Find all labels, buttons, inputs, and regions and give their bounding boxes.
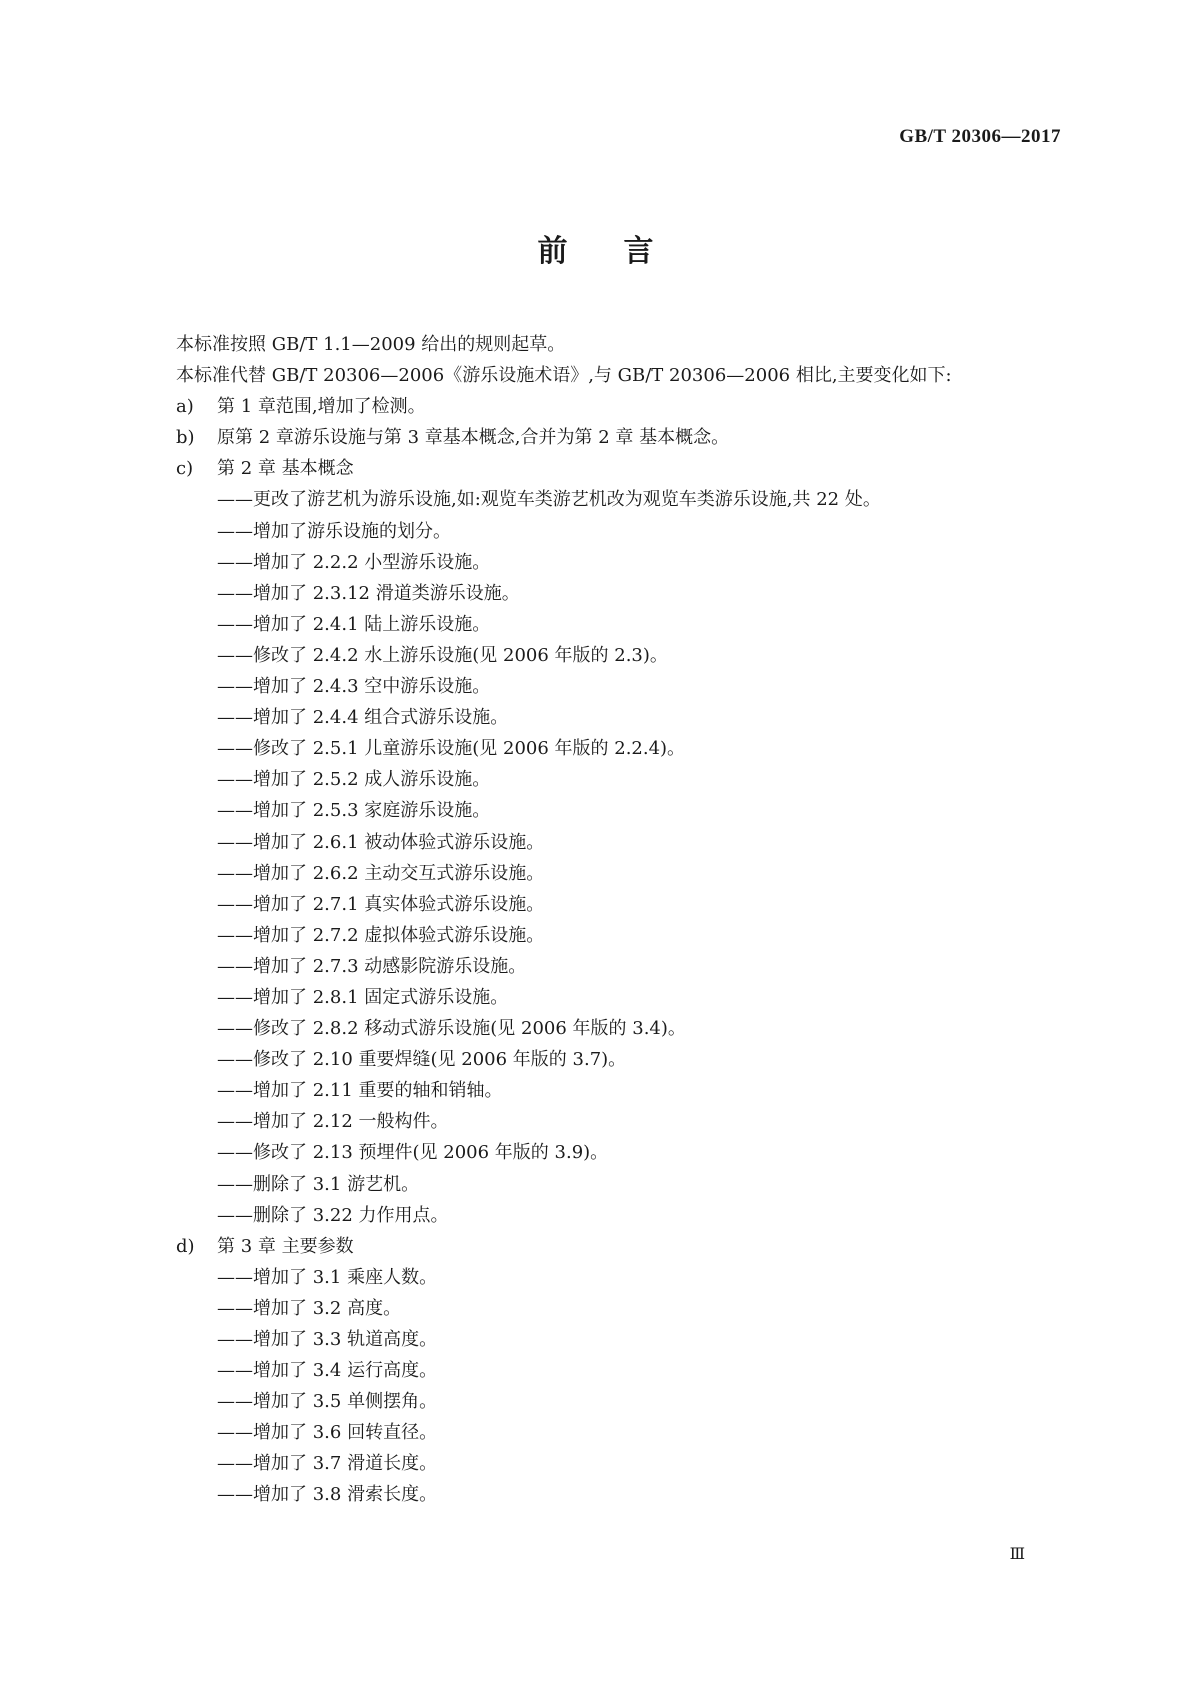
sub-item: ——增加了 2.2.2 小型游乐设施。 bbox=[217, 551, 491, 573]
list-item-d bbox=[176, 1231, 1056, 1262]
sub-item: ——增加了 2.3.12 滑道类游乐设施。 bbox=[217, 582, 520, 604]
sub-item: ——增加了 3.6 回转直径。 bbox=[217, 1422, 438, 1444]
sub-item: ——增加了 2.7.1 真实体验式游乐设施。 bbox=[217, 893, 545, 915]
list-item-text: 原第 2 章游乐设施与第 3 章基本概念,合并为第 2 章 基本概念。 bbox=[217, 427, 730, 449]
sub-item: ——增加了 2.5.3 家庭游乐设施。 bbox=[217, 800, 491, 822]
list-item-c bbox=[176, 453, 1056, 484]
sub-item: ——修改了 2.13 预埋件(见 2006 年版的 3.9)。 bbox=[217, 1142, 609, 1164]
intro-paragraph: 本标准按照 GB/T 1.1—2009 给出的规则起草。 bbox=[176, 334, 566, 355]
sub-item: ——删除了 3.1 游艺机。 bbox=[217, 1173, 420, 1195]
sub-item: ——增加了 2.4.3 空中游乐设施。 bbox=[217, 676, 491, 698]
intro-paragraph: 本标准代替 GB/T 20306—2006《游乐设施术语》,与 GB/T 20306—2006 相比,主要变化如下: bbox=[176, 365, 952, 387]
list-item-text: 第 2 章 基本概念 bbox=[217, 458, 354, 480]
list-item-text: 第 1 章范围,增加了检测。 bbox=[217, 396, 426, 418]
sub-item: ——增加了游乐设施的划分。 bbox=[217, 520, 451, 542]
sub-item: ——增加了 2.4.1 陆上游乐设施。 bbox=[217, 613, 491, 635]
sub-item: ——增加了 2.6.2 主动交互式游乐设施。 bbox=[217, 862, 545, 884]
page-number: Ⅲ bbox=[1009, 1546, 1025, 1563]
sub-item: ——增加了 3.3 轨道高度。 bbox=[217, 1329, 438, 1350]
sub-item: ——增加了 2.7.3 动感影院游乐设施。 bbox=[217, 955, 527, 977]
sub-item: ——增加了 3.1 乘座人数。 bbox=[217, 1266, 438, 1288]
sub-item: ——增加了 2.6.1 被动体验式游乐设施。 bbox=[217, 831, 545, 853]
list-marker: a) bbox=[176, 396, 194, 418]
sub-item: ——增加了 2.8.1 固定式游乐设施。 bbox=[217, 986, 509, 1008]
sub-item: ——增加了 2.5.2 成人游乐设施。 bbox=[217, 769, 491, 791]
sub-item: ——修改了 2.5.1 儿童游乐设施(见 2006 年版的 2.2.4)。 bbox=[217, 738, 686, 760]
sub-item: ——增加了 3.7 滑道长度。 bbox=[217, 1453, 438, 1475]
sub-item: ——增加了 3.5 单侧摆角。 bbox=[217, 1391, 438, 1413]
sub-item: ——增加了 3.4 运行高度。 bbox=[217, 1360, 438, 1382]
sub-item: ——修改了 2.8.2 移动式游乐设施(见 2006 年版的 3.4)。 bbox=[217, 1018, 686, 1040]
sub-item: ——增加了 2.4.4 组合式游乐设施。 bbox=[217, 707, 509, 729]
sub-item: ——增加了 3.2 高度。 bbox=[217, 1297, 402, 1319]
sub-item: ——增加了 2.7.2 虚拟体验式游乐设施。 bbox=[217, 924, 545, 946]
list-item-text: 第 3 章 主要参数 bbox=[217, 1235, 354, 1257]
list-item-a bbox=[176, 391, 1056, 422]
sub-item: ——删除了 3.22 力作用点。 bbox=[217, 1204, 449, 1226]
list-item-b bbox=[176, 422, 1056, 453]
sub-item: ——更改了游艺机为游乐设施,如:观览车类游艺机改为观览车类游乐设施,共 22 处。 bbox=[217, 489, 881, 511]
sub-item: ——增加了 2.12 一般构件。 bbox=[217, 1111, 449, 1133]
sub-item: ——修改了 2.4.2 水上游乐设施(见 2006 年版的 2.3)。 bbox=[217, 644, 668, 666]
document-body bbox=[176, 329, 1056, 1511]
list-marker: b) bbox=[176, 427, 195, 449]
sub-item: ——增加了 2.11 重要的轴和销轴。 bbox=[217, 1080, 503, 1102]
list-marker: c) bbox=[176, 458, 194, 480]
page-title: 前言 bbox=[537, 234, 710, 269]
sub-item: ——增加了 3.8 滑索长度。 bbox=[217, 1484, 438, 1506]
list-marker: d) bbox=[176, 1235, 195, 1257]
standard-code: GB/T 20306—2017 bbox=[899, 126, 1061, 147]
sub-item: ——修改了 2.10 重要焊缝(见 2006 年版的 3.7)。 bbox=[217, 1049, 627, 1071]
